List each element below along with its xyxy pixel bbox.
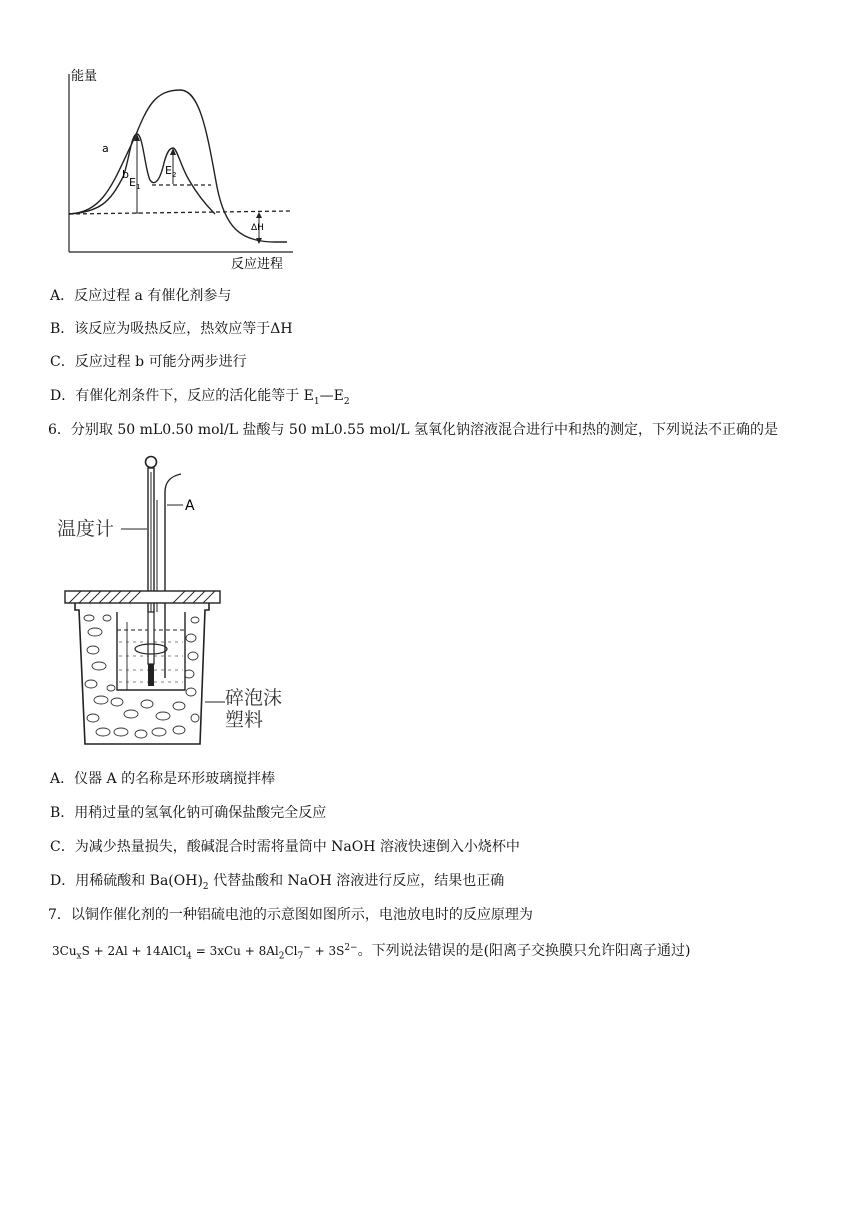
q7-stem: 7．以铜作催化剂的一种铝硫电池的示意图如图所示，电池放电时的反应原理为 xyxy=(48,907,533,923)
q6-option-a: A．仪器 A 的名称是环形玻璃搅拌棒 xyxy=(50,771,276,787)
delta-h-label: ΔH xyxy=(251,223,264,233)
curve-b-label: b xyxy=(122,168,129,181)
curve-a-label: a xyxy=(102,142,109,155)
foam-label-line1: 碎泡沫 xyxy=(225,687,283,709)
q7-tail: 。下列说法错误的是(阳离子交换膜只允许阳离子通过) xyxy=(357,943,691,959)
curve-a xyxy=(69,90,287,242)
y-axis-label: 能量 xyxy=(71,69,98,84)
e1-label: $E_1$ xyxy=(129,176,141,191)
q6-option-c: C．为减少热量损失，酸碱混合时需将量筒中 NaOH 溶液快速倒入小烧杯中 xyxy=(50,839,520,855)
reactant-level xyxy=(69,211,290,214)
q6-option-b: B．用稍过量的氢氧化钠可确保盐酸完全反应 xyxy=(50,805,327,821)
a-label: A xyxy=(185,498,195,514)
x-axis-label: 反应进程 xyxy=(231,257,284,272)
q7-equation-line xyxy=(52,939,691,965)
q6-stem: 6．分别取 50 mL0.50 mol/L 盐酸与 50 mL0.55 mol/L 氢氧化钠溶液混合进行中和热的测定，下列说法不正确的是 xyxy=(48,422,779,438)
curve-b xyxy=(69,134,215,214)
calorimeter-diagram xyxy=(55,452,305,758)
q5-option-b: B．该反应为吸热反应，热效应等于ΔH xyxy=(50,321,293,337)
foam-label-line2: 塑料 xyxy=(225,709,264,731)
q5-option-c: C．反应过程 b 可能分两步进行 xyxy=(50,354,247,370)
calorimeter-svg xyxy=(55,452,305,754)
energy-diagram xyxy=(55,62,305,281)
q5-option-a: A．反应过程 a 有催化剂参与 xyxy=(50,288,232,304)
thermometer-label: 温度计 xyxy=(57,518,115,540)
e2-label: $E_2$ xyxy=(165,164,177,179)
q5-option-d: D．有催化剂条件下，反应的活化能等于 $E_1—E_2$ xyxy=(50,388,350,407)
energy-diagram-svg xyxy=(55,62,305,277)
q6-option-d: D．用稀硫酸和 $Ba(OH)_2$ 代替盐酸和 NaOH 溶液进行反应，结果也正确 xyxy=(50,873,505,892)
q7-equation: $3Cu_xS + 2Al$ + 14AlCl$_4$ = $3xCu + 8Al_2Cl_7^- + 3S^{2-}$ xyxy=(52,943,358,962)
